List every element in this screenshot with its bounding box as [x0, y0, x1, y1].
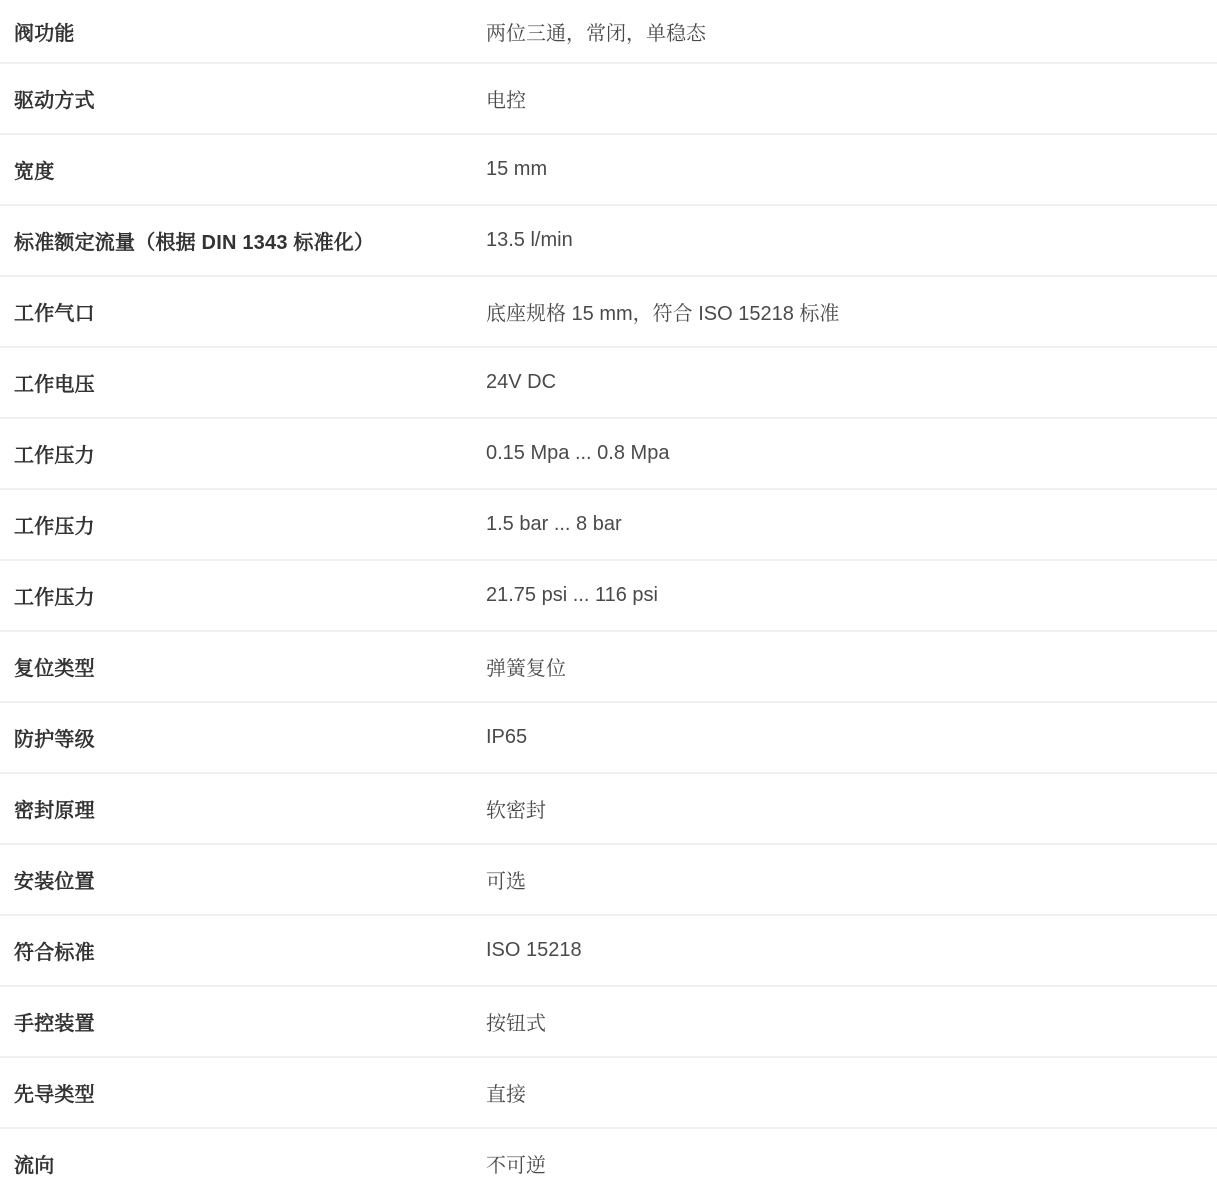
spec-value: 两位三通，常闭，单稳态	[486, 22, 706, 45]
spec-value: 21.75 psi ... 116 psi	[486, 584, 658, 606]
spec-label: 阀功能	[14, 22, 75, 45]
spec-row-valve-function	[0, 0, 1217, 64]
spec-label: 驱动方式	[14, 90, 95, 112]
spec-row-operating-pressure-psi	[0, 561, 1217, 632]
spec-label: 工作压力	[14, 445, 95, 467]
spec-value: 24V DC	[486, 371, 557, 393]
spec-row-operating-voltage	[0, 348, 1217, 419]
spec-label: 密封原理	[14, 800, 95, 822]
spec-value: 13.5 l/min	[486, 229, 573, 251]
spec-row-flow-direction	[0, 1129, 1217, 1198]
spec-label: 防护等级	[14, 729, 95, 751]
spec-row-pilot-type	[0, 1058, 1217, 1129]
spec-value: 按钮式	[486, 1013, 546, 1035]
spec-row-operating-pressure-bar	[0, 490, 1217, 561]
spec-value: 弹簧复位	[486, 658, 566, 680]
spec-row-manual-override	[0, 987, 1217, 1058]
spec-row-nominal-flow	[0, 206, 1217, 277]
spec-label: 工作气口	[14, 303, 95, 325]
spec-value: 0.15 Mpa ... 0.8 Mpa	[486, 442, 670, 464]
spec-label: 工作压力	[14, 587, 95, 609]
spec-value: 15 mm	[486, 158, 548, 180]
spec-row-sealing-principle	[0, 774, 1217, 845]
spec-row-standard-compliance	[0, 916, 1217, 987]
spec-row-protection-class	[0, 703, 1217, 774]
spec-value: IP65	[486, 726, 528, 748]
spec-value: ISO 15218	[486, 939, 582, 961]
spec-label: 工作电压	[14, 374, 95, 396]
spec-value: 软密封	[486, 800, 546, 822]
spec-value: 不可逆	[486, 1155, 546, 1177]
spec-label: 先导类型	[14, 1084, 95, 1106]
spec-row-width	[0, 135, 1217, 206]
spec-label: 复位类型	[14, 658, 95, 680]
spec-row-mounting-position	[0, 845, 1217, 916]
spec-label: 手控装置	[14, 1013, 95, 1035]
spec-row-working-port	[0, 277, 1217, 348]
spec-value: 电控	[486, 90, 526, 112]
spec-label: 流向	[14, 1155, 55, 1177]
spec-label: 符合标准	[14, 942, 95, 964]
spec-row-actuation-type	[0, 64, 1217, 135]
spec-label: 宽度	[14, 161, 55, 183]
spec-value: 可选	[486, 871, 526, 893]
spec-row-operating-pressure-mpa	[0, 419, 1217, 490]
spec-label: 工作压力	[14, 516, 95, 538]
spec-row-reset-type	[0, 632, 1217, 703]
spec-value: 直接	[486, 1084, 526, 1106]
spec-value: 底座规格 15 mm，符合 ISO 15218 标准	[486, 303, 840, 325]
spec-value: 1.5 bar ... 8 bar	[486, 513, 622, 535]
spec-label: 标准额定流量（根据 DIN 1343 标准化）	[14, 232, 375, 254]
spec-label: 安装位置	[14, 871, 95, 893]
